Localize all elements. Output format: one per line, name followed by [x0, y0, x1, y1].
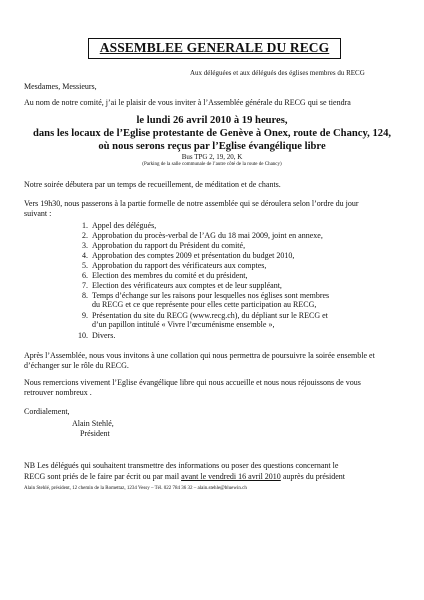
nb-line-1: NB Les délégués qui souhaitent transmettre des informations ou poser des questions concernant le — [24, 461, 339, 470]
agenda-item-text: Approbation du rapport des vérificateurs aux comptes, — [92, 261, 267, 270]
agenda-item-number: 4. — [82, 251, 88, 260]
agenda-item — [60, 241, 245, 250]
agenda-intro-line-2: suivant : — [24, 209, 52, 218]
agenda-item — [60, 271, 248, 280]
agenda-item-text: Temps d’échange sur les raisons pour lesquelles nos églises sont membres — [92, 291, 330, 300]
after-assembly-line-1: Après l’Assemblée, nous vous invitons à une collation qui nous permettra de poursuivre la soirée ensemble et — [24, 351, 375, 360]
agenda-item-number: 3. — [82, 241, 88, 250]
thanks-line-1: Nous remercions vivement l’Eglise évangélique libre qui nous accueille et nous nous réjouissons de vous — [24, 378, 361, 387]
agenda-item — [60, 231, 323, 240]
parking-info: (Parking de la salle communale de l’autre côté de la route de Chancy) — [142, 162, 282, 167]
agenda-item-text: Appel des délégués, — [92, 221, 157, 230]
title-box — [88, 38, 341, 59]
after-assembly-line-2: d’échanger sur le rôle du RECG. — [24, 361, 129, 370]
addressee: Aux déléguées et aux délégués des églises membres du RECG — [190, 69, 365, 77]
agenda-item-text-continued: du RECG et ce que représente pour elles cette participation au RECG, — [92, 300, 317, 309]
agenda-item-number: 1. — [82, 221, 88, 230]
agenda-item-text: Approbation du procès-verbal de l’AG du 18 mai 2009, joint en annexe, — [92, 231, 323, 240]
bus-info: Bus TPG 2, 19, 20, K — [181, 153, 243, 161]
agenda-item-text: Election des membres du comité et du président, — [92, 271, 248, 280]
evening-start: Notre soirée débutera par un temps de recueillement, de méditation et de chants. — [24, 180, 281, 189]
agenda-item — [60, 291, 329, 309]
agenda-item-number: 5. — [82, 261, 88, 270]
nb-text: RECG sont priés de le faire par écrit ou par mail — [24, 472, 182, 481]
agenda-item-number: 8. — [82, 291, 88, 300]
nb-line-2 — [24, 472, 345, 481]
agenda-item — [60, 281, 282, 290]
agenda-item-text: Approbation des comptes 2009 et présentation du budget 2010, — [92, 251, 295, 260]
agenda-item — [60, 261, 266, 270]
agenda-item-text: Approbation du rapport du Président du comité, — [92, 241, 246, 250]
agenda-item-number: 6. — [82, 271, 88, 280]
agenda-item-number: 9. — [82, 311, 88, 320]
agenda-item — [60, 221, 156, 230]
signature-role: Président — [80, 429, 110, 438]
agenda-item-number: 7. — [82, 281, 88, 290]
agenda-item-text: Election des vérificateurs aux comptes et de leur suppléant, — [92, 281, 282, 290]
agenda-item-number: 10. — [78, 331, 88, 340]
signature-name: Alain Stehlé, — [72, 419, 114, 428]
date-line-3: où nous serons reçus par l’Eglise évangélique libre — [98, 141, 326, 152]
footer-contact: Alain Stehlé, président, 12 chemin de la Romettaz, 1234 Vessy – Tél. 022 784 36 32 – alain.stehle@bluewin.ch — [24, 486, 247, 491]
date-line-2: dans les locaux de l’Eglise protestante de Genève à Onex, route de Chancy, 124, — [32, 128, 392, 139]
thanks-line-2: retrouver nombreux . — [24, 388, 92, 397]
nb-deadline: avant le vendredi 16 avril 2010 — [181, 472, 281, 481]
closing: Cordialement, — [24, 407, 70, 416]
agenda-item — [60, 331, 115, 340]
agenda-item-text: Présentation du site du RECG (www.recg.ch), du dépliant sur le RECG et — [92, 311, 328, 320]
agenda-intro-line-1: Vers 19h30, nous passerons à la partie formelle de notre assemblée qui se déroulera selon l’ordre du jour — [24, 199, 359, 208]
date-line-1: le lundi 26 avril 2010 à 19 heures, — [136, 115, 288, 126]
agenda-item-text-continued: d’un papillon intitulé « Vivre l’œcuménisme ensemble », — [92, 320, 275, 329]
intro-paragraph: Au nom de notre comité, j’ai le plaisir de vous inviter à l’Assemblée générale du RECG qui se tiendra — [24, 98, 351, 107]
salutation: Mesdames, Messieurs, — [24, 82, 97, 91]
nb-text-end: auprès du président — [280, 472, 346, 481]
agenda-item — [60, 251, 294, 260]
agenda-item-text: Divers. — [92, 331, 116, 340]
agenda-item — [60, 311, 328, 329]
agenda-item-number: 2. — [82, 231, 88, 240]
page-title: ASSEMBLEE GENERALE DU RECG — [99, 40, 330, 55]
